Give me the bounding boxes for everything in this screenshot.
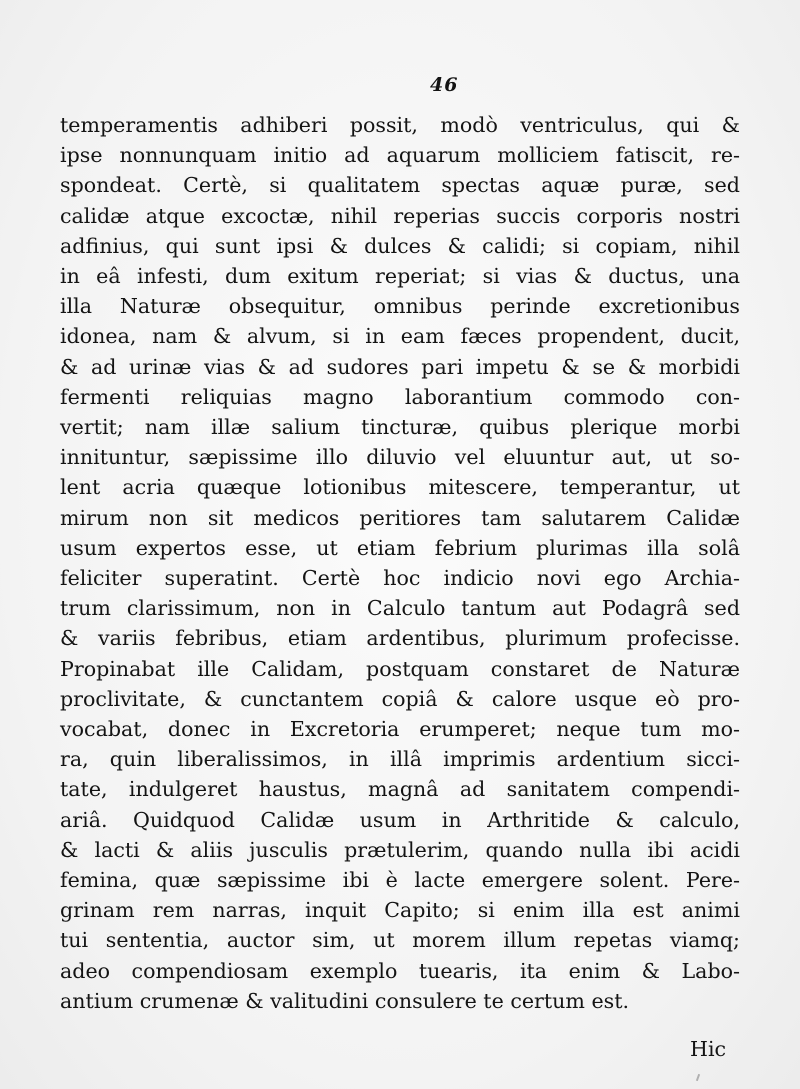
text-line: temperamentis adhiberi possit, modò ventriculus, qui & — [60, 113, 740, 137]
text-line: grinam rem narras, inquit Capito; si enim illa est animi — [60, 898, 740, 923]
text-line: ipse nonnunquam initio ad aquarum molliciem fatiscit, re- — [60, 143, 740, 168]
text-line: vertit; nam illæ salium tincturæ, quibus plerique morbi — [60, 415, 740, 439]
text-line: proclivitate, & cunctantem copiâ & calore usque eò pro- — [60, 686, 740, 711]
text-line: feliciter superatint. Certè hoc indicio novi ego Archia- — [60, 566, 740, 590]
text-line: antium crumenæ & valitudini consulere te certum est. — [60, 988, 630, 1013]
text-line: adeo compendiosam exemplo tuearis, ita enim & Labo- — [60, 958, 740, 983]
paper-speck — [696, 1074, 700, 1081]
text-line: innituntur, sæpissime illo diluvio vel eluuntur aut, ut so- — [60, 445, 740, 470]
text-line: trum clarissimum, non in Calculo tantum aut Podagrâ sed — [60, 596, 740, 621]
text-line: femina, quæ sæpissime ibi è lacte emergere solent. Pere- — [60, 868, 740, 892]
text-line: & ad urinæ vias & ad sudores pari impetu & se & morbidi — [60, 354, 740, 379]
text-line: illa Naturæ obsequitur, omnibus perinde excretionibus — [60, 294, 740, 319]
text-line: usum expertos esse, ut etiam febrium plurimas illa solâ — [60, 535, 740, 560]
text-line: spondeat. Certè, si qualitatem spectas aquæ puræ, sed — [60, 173, 740, 198]
text-line: & variis febribus, etiam ardentibus, plurimum profecisse. — [60, 626, 740, 651]
text-line: in eâ infesti, dum exitum reperiat; si vias & ductus, una — [60, 264, 740, 288]
text-line: idonea, nam & alvum, si in eam fæces propendent, ducit, — [60, 324, 740, 349]
page-number: 46 — [430, 74, 459, 96]
text-line: fermenti reliquias magno laborantium commodo con- — [60, 384, 740, 409]
text-line: lent acria quæque lotionibus mitescere, temperantur, ut — [60, 475, 740, 500]
text-line: adfinius, qui sunt ipsi & dulces & calidi; si copiam, nihil — [60, 233, 740, 258]
catchword: Hic — [690, 1037, 727, 1061]
text-line: ariâ. Quidquod Calidæ usum in Arthritide & calculo, — [60, 807, 740, 832]
text-line: tui sententia, auctor sim, ut morem illum repetas viamq; — [60, 928, 740, 953]
text-line: calidæ atque excoctæ, nihil reperias succis corporis nostri — [60, 203, 740, 228]
text-line: Propinabat ille Calidam, postquam constaret de Naturæ — [60, 656, 740, 681]
text-line: mirum non sit medicos peritiores tam salutarem Calidæ — [60, 505, 740, 530]
text-line: tate, indulgeret haustus, magnâ ad sanitatem compendi- — [60, 777, 740, 802]
text-line: vocabat, donec in Excretoria erumperet; neque tum mo- — [60, 717, 740, 741]
text-line: & lacti & aliis jusculis prætulerim, quando nulla ibi acidi — [60, 837, 740, 862]
text-line: ra, quin liberalissimos, in illâ imprimis ardentium sicci- — [60, 747, 740, 772]
